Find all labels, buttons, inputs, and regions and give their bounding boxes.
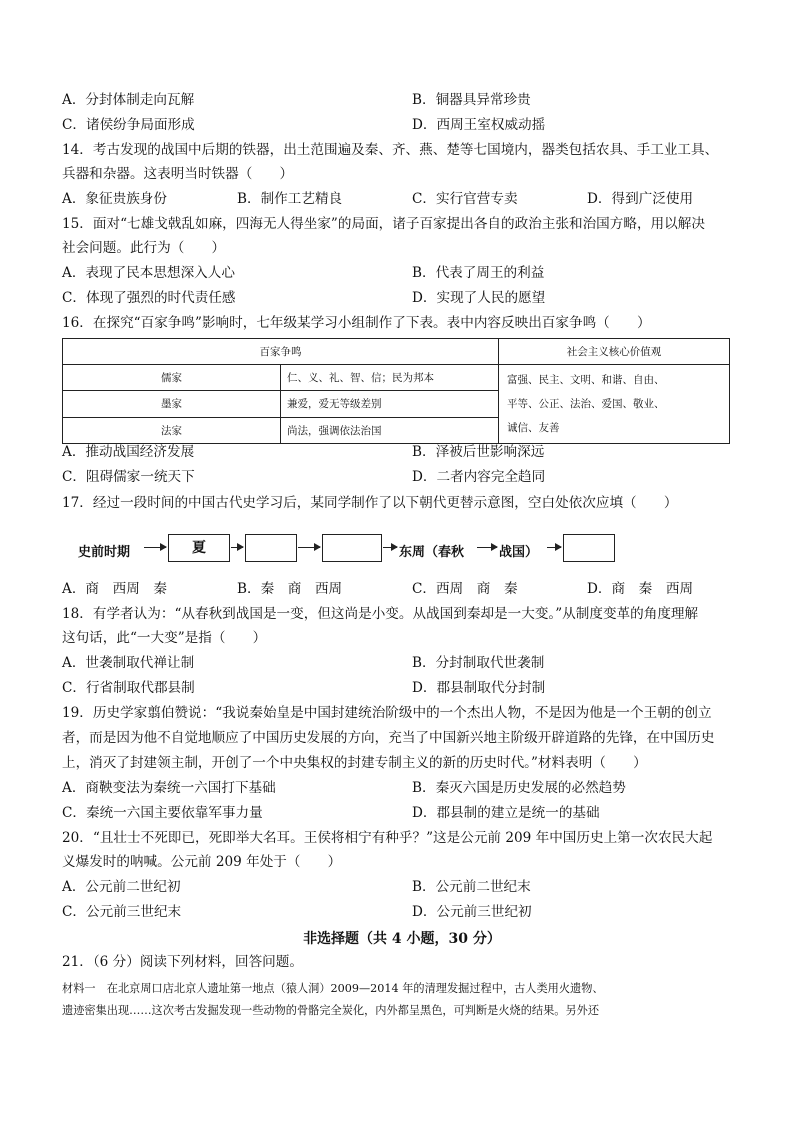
q13-option-a: A．分封体制走向瓦解 — [62, 92, 195, 108]
q19-option-a: A．商鞅变法为秦统一六国打下基础 — [62, 780, 276, 796]
q16-option-b: B．泽被后世影响深远 — [412, 444, 545, 460]
q19-option-d: D．郡县制的建立是统一的基础 — [412, 805, 600, 821]
q18-option-b: B．分封制取代世袭制 — [412, 655, 545, 671]
table-cell-content: 兼爱，爱无等级差别 — [281, 391, 499, 417]
q19-stem-line2: 者，而是因为他不自觉地顺应了中国历史发展的方向，充当了中国新兴地主阶级开辟道路的先锋，在中国历史 — [62, 730, 715, 746]
q17-option-a: A．商 西周 秦 — [62, 581, 167, 597]
q13-option-d: D．西周王室权威动摇 — [412, 117, 546, 133]
q20-option-c: C．公元前三世纪末 — [62, 904, 182, 920]
flow-warring-states-label: 战国） — [499, 545, 539, 560]
flow-east-zhou-label: 东周（春秋 — [399, 545, 465, 560]
table-cell-school: 法家 — [63, 417, 281, 443]
q16-option-d: D．二者内容完全趋同 — [412, 469, 546, 485]
table-cell-school: 儒家 — [63, 365, 281, 391]
q13-option-b: B．铜器具异常珍贵 — [412, 92, 531, 108]
q15-stem-line1: 15．面对“七雄戈戟乱如麻，四海无人得坐家”的局面，诸子百家提出各自的政治主张和治国方略，用以解决 — [62, 216, 705, 232]
q21-material-1 — [62, 978, 742, 1022]
q15-stem-line2: 社会问题。此行为（ ） — [62, 240, 226, 256]
q16-option-c: C．阻碍儒家一统天下 — [62, 469, 195, 485]
q18-option-a: A．世袭制取代禅让制 — [62, 655, 195, 671]
q18-stem-line1: 18．有学者认为：“从春秋到战国是一变，但这尚是小变。从战国到秦却是一大变。”从制度变革的角度理解 — [62, 606, 699, 622]
q19-option-c: C．秦统一六国主要依靠军事力量 — [62, 805, 263, 821]
q18-option-d: D．郡县制取代分封制 — [412, 680, 546, 696]
q14-option-c: C．实行官营专卖 — [412, 191, 518, 207]
flow-prehistoric-label: 史前时期 — [78, 545, 131, 560]
arrow-right-icon — [547, 547, 561, 548]
q16-stem: 16．在探究“百家争鸣”影响时，七年级某学习小组制作了下表。表中内容反映出百家争鸣（ ） — [62, 315, 651, 331]
q13-option-c: C．诸侯纷争局面形成 — [62, 117, 195, 133]
flow-box-blank-1 — [245, 534, 297, 562]
table-cell-core-values — [499, 365, 730, 444]
core-values-line: 平等、公正、法治、爱国、敬业、 — [507, 398, 665, 410]
q16-option-a: A．推动战国经济发展 — [62, 444, 195, 460]
q21-stem: 21．（6 分）阅读下列材料，回答问题。 — [62, 954, 303, 970]
q15-option-c: C．体现了强烈的时代责任感 — [62, 290, 236, 306]
q15-option-d: D．实现了人民的愿望 — [412, 290, 546, 306]
q14-stem-line1: 14．考古发现的战国中后期的铁器，出土范围遍及秦、齐、燕、楚等七国境内，器类包括农具、手工业工具、 — [62, 142, 719, 158]
flow-box-xia: 夏 — [168, 534, 230, 562]
dynasty-flow-diagram — [78, 534, 698, 566]
arrow-right-icon — [298, 547, 320, 548]
core-values-line: 富强、民主、文明、和谐、自由、 — [507, 374, 665, 386]
q18-option-c: C．行省制取代郡县制 — [62, 680, 195, 696]
section-heading: 非选择题（共 4 小题，30 分） — [303, 931, 501, 947]
q19-option-b: B．秦灭六国是历史发展的必然趋势 — [412, 780, 626, 796]
q19-stem-line3: 上，消灭了封建领主制，开创了一个中央集权的封建专制主义的新的历史时代。”材料表明（ ） — [62, 755, 647, 771]
table-header-hundred-schools: 百家争鸣 — [63, 339, 499, 365]
material-line: 遗迹密集出现……这次考古发掘发现一些动物的骨骼完全炭化，内外都呈黑色，可判断是火烧的结果。另外还 — [62, 1004, 600, 1017]
q17-option-b: B．秦 商 西周 — [237, 581, 343, 597]
table-header-core-values: 社会主义核心价值观 — [499, 339, 730, 365]
core-values-line: 诚信、友善 — [507, 422, 560, 434]
arrow-right-icon — [383, 547, 397, 548]
q18-stem-line2: 这句话，此“一大变”是指（ ） — [62, 630, 267, 646]
q20-option-a: A．公元前二世纪初 — [62, 879, 181, 895]
q15-option-a: A．表现了民本思想深入人心 — [62, 265, 235, 281]
flow-box-blank-3 — [563, 534, 615, 562]
q20-stem-line1: 20．“且壮士不死即已，死即举大名耳。王侯将相宁有种乎？”这是公元前 209 年中国历史上第一次农民大起 — [62, 830, 713, 846]
table-cell-content: 尚法，强调依法治国 — [281, 417, 499, 443]
table-cell-school: 墨家 — [63, 391, 281, 417]
q16-comparison-table — [62, 338, 730, 444]
q20-stem-line2: 义爆发时的呐喊。公元前 209 年处于（ ） — [62, 854, 342, 870]
q15-option-b: B．代表了周王的利益 — [412, 265, 545, 281]
table-cell-content: 仁、义、礼、智、信；民为邦本 — [281, 365, 499, 391]
flow-box-blank-2 — [322, 534, 382, 562]
q14-option-b: B．制作工艺精良 — [237, 191, 343, 207]
q17-stem: 17．经过一段时间的中国古代史学习后，某同学制作了以下朝代更替示意图，空白处依次应填（ ） — [62, 495, 678, 511]
arrow-right-icon — [477, 547, 497, 548]
q14-option-a: A．象征贵族身份 — [62, 191, 167, 207]
q14-option-d: D．得到广泛使用 — [587, 191, 694, 207]
q14-stem-line2: 兵器和杂器。这表明当时铁器（ ） — [62, 166, 294, 182]
material-line: 材料一 在北京周口店北京人遗址第一地点（猿人洞）2009—2014 年的清理发掘过程中，古人类用火遗物、 — [62, 982, 604, 995]
q19-stem-line1: 19．历史学家翦伯赞说：“我说秦始皇是中国封建统治阶级中的一个杰出人物，不是因为他是一个王朝的创立 — [62, 705, 712, 721]
q20-option-b: B．公元前二世纪末 — [412, 879, 531, 895]
q17-option-d: D．商 秦 西周 — [587, 581, 694, 597]
q20-option-d: D．公元前三世纪初 — [412, 904, 532, 920]
arrow-right-icon — [231, 547, 243, 548]
arrow-right-icon — [144, 547, 166, 548]
q17-option-c: C．西周 商 秦 — [412, 581, 518, 597]
table-row — [63, 365, 730, 391]
